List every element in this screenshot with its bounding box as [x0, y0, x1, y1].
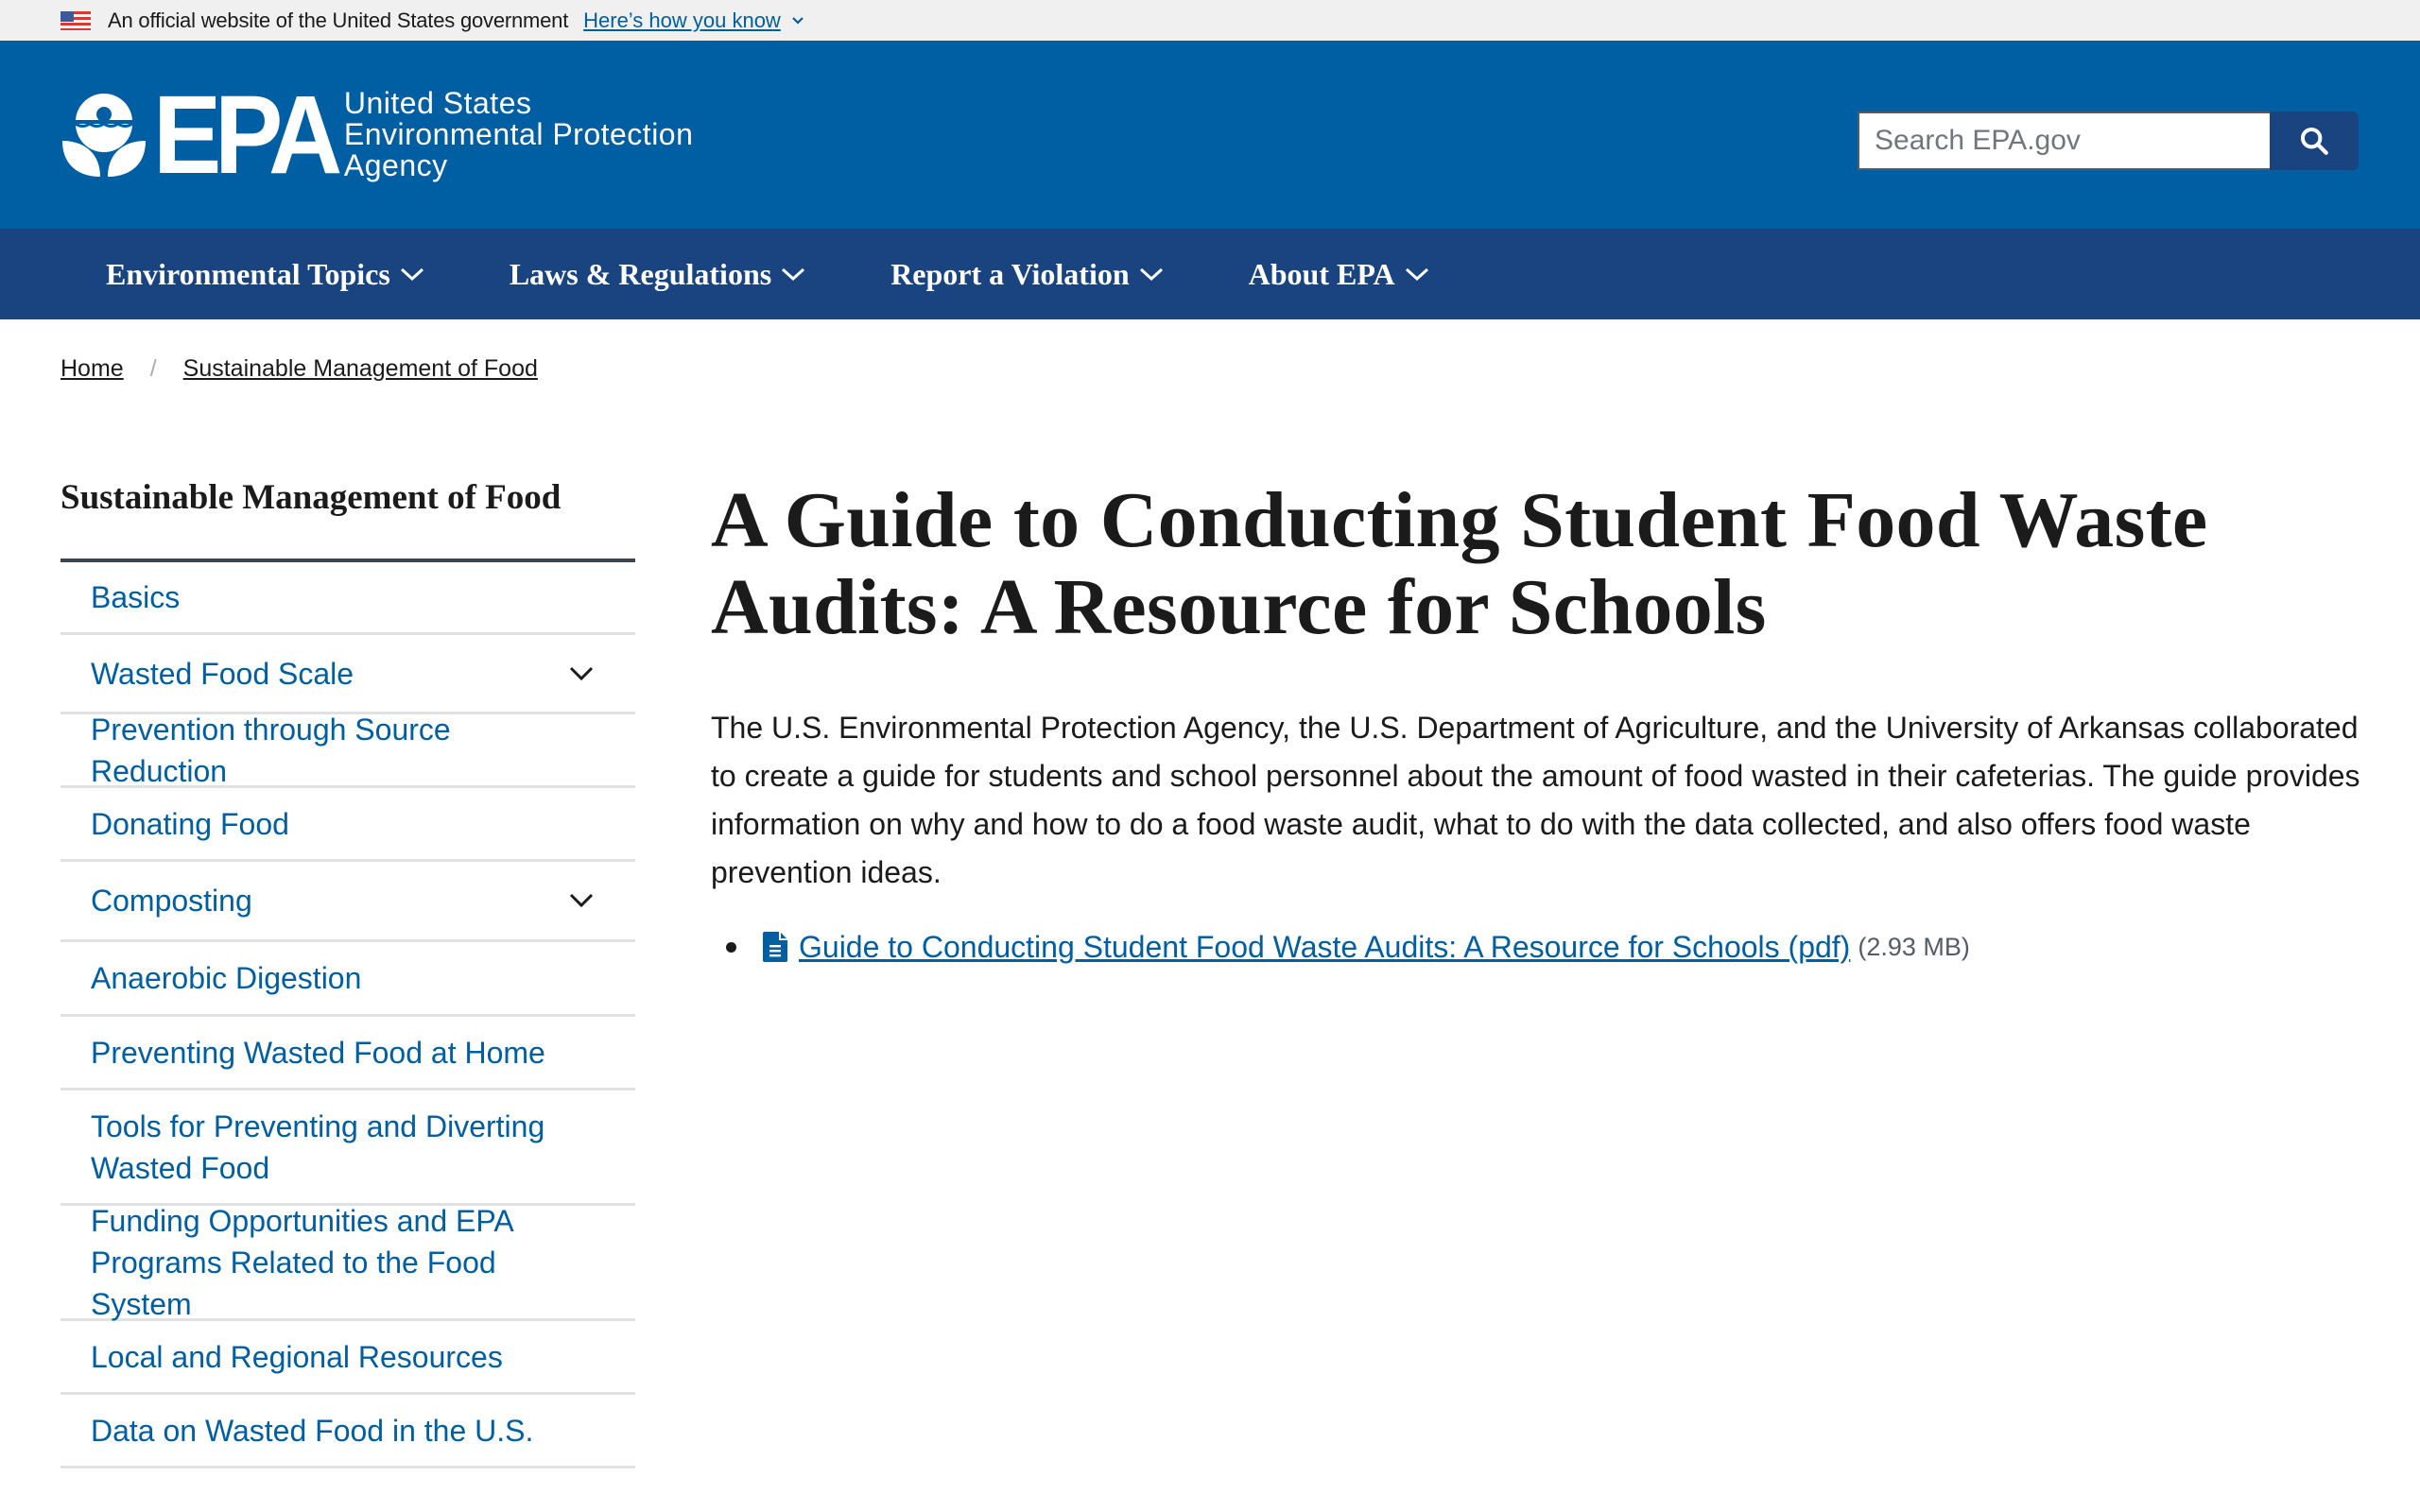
breadcrumb-home[interactable]: Home — [60, 355, 124, 382]
sidebar-item-label: Prevention through Source Reduction — [91, 712, 451, 788]
logo-acronym: EPA — [153, 72, 337, 198]
sidebar-item-wasted-food-scale[interactable] — [60, 635, 635, 714]
sidebar — [60, 477, 635, 1469]
search-input[interactable] — [1858, 112, 2270, 170]
site-header — [0, 41, 2420, 229]
logo-line-2: Environmental Protection — [343, 117, 694, 151]
epa-flower-logo-icon — [60, 92, 147, 179]
page-title: A Guide to Conducting Student Food Waste Audits: A Resource for Schools — [711, 476, 2208, 651]
nav-label: About EPA — [1248, 256, 1395, 291]
logo-agency-name — [344, 88, 694, 181]
sidebar-item-label: Wasted Food Scale — [91, 656, 354, 691]
sidebar-item-label: Data on Wasted Food in the U.S. — [91, 1413, 534, 1448]
file-size: (2.93 MB) — [1858, 933, 1970, 961]
breadcrumb-sustainable-management[interactable]: Sustainable Management of Food — [182, 355, 538, 382]
nav-about-epa[interactable] — [1249, 257, 1429, 292]
gov-banner — [0, 0, 2420, 41]
resource-list — [711, 925, 2360, 969]
sidebar-item-label: Tools for Preventing and Diverting Wasted Food — [91, 1108, 545, 1185]
guide-pdf-link[interactable]: Guide to Conducting Student Food Waste Audits: A Resource for Schools (pdf) — [799, 930, 1851, 964]
sidebar-nav — [60, 558, 635, 1469]
chevron-down-icon — [781, 266, 805, 283]
sidebar-item-label: Anaerobic Digestion — [91, 961, 362, 995]
nav-report-violation[interactable] — [890, 257, 1163, 292]
sidebar-item-label: Composting — [91, 884, 252, 918]
chevron-down-icon — [1139, 266, 1164, 283]
nav-environmental-topics[interactable] — [106, 257, 424, 292]
search-icon — [2298, 125, 2330, 157]
resource-item — [711, 925, 2360, 969]
intro-paragraph: The U.S. Environmental Protection Agency, the U.S. Department of Agriculture, and the University of Arkansas collaborated to create a guide for students and school personnel about the amount of food wasted in their cafeterias. The guide provides information on why and how to do a food waste audit, what to do with the data collected, and also offers food waste prevention ideas. — [711, 711, 2360, 889]
logo-line-1: United States — [343, 86, 532, 120]
chevron-down-icon[interactable] — [790, 13, 805, 28]
primary-nav — [0, 229, 2420, 319]
sidebar-item-anaerobic-digestion[interactable] — [60, 942, 635, 1017]
sidebar-item-donating-food[interactable] — [60, 788, 635, 862]
sidebar-item-prevention-source-reduction[interactable] — [60, 714, 635, 788]
sidebar-item-label: Local and Regional Resources — [91, 1339, 503, 1374]
chevron-down-icon — [400, 266, 424, 283]
chevron-down-icon[interactable] — [569, 892, 594, 909]
nav-label: Laws & Regulations — [509, 256, 772, 291]
sidebar-item-label: Funding Opportunities and EPA Programs Related to the Food System — [91, 1203, 512, 1321]
sidebar-item-label: Donating Food — [91, 806, 289, 841]
sidebar-item-preventing-wasted-food-home[interactable] — [60, 1017, 635, 1091]
sidebar-title: Sustainable Management of Food — [60, 478, 562, 517]
gov-banner-text: An official website of the United States government — [108, 8, 569, 32]
bullet-icon — [726, 942, 736, 953]
main-content — [711, 477, 2360, 969]
sidebar-item-tools-preventing-diverting[interactable] — [60, 1091, 635, 1206]
heres-how-you-know-link[interactable]: Here’s how you know — [583, 8, 781, 32]
chevron-down-icon[interactable] — [569, 665, 594, 682]
search-button[interactable] — [2270, 112, 2359, 170]
file-document-icon — [763, 932, 787, 962]
nav-laws-regulations[interactable] — [510, 257, 805, 292]
sidebar-item-label: Basics — [91, 580, 181, 614]
nav-label: Report a Violation — [890, 256, 1130, 291]
us-flag-icon — [60, 11, 91, 30]
logo-line-3: Agency — [343, 148, 448, 182]
sidebar-item-funding-opportunities[interactable] — [60, 1203, 635, 1321]
sidebar-item-data-wasted-food[interactable] — [60, 1395, 635, 1469]
epa-logo[interactable] — [60, 72, 694, 198]
sidebar-item-local-regional-resources[interactable] — [60, 1321, 635, 1395]
breadcrumb — [60, 355, 538, 383]
sidebar-item-basics[interactable] — [60, 562, 635, 635]
search-form — [1858, 112, 2359, 170]
sidebar-item-composting[interactable] — [60, 862, 635, 942]
chevron-down-icon — [1405, 266, 1429, 283]
nav-label: Environmental Topics — [106, 256, 390, 291]
breadcrumb-separator: / — [149, 355, 157, 382]
sidebar-item-label: Preventing Wasted Food at Home — [91, 1035, 545, 1070]
